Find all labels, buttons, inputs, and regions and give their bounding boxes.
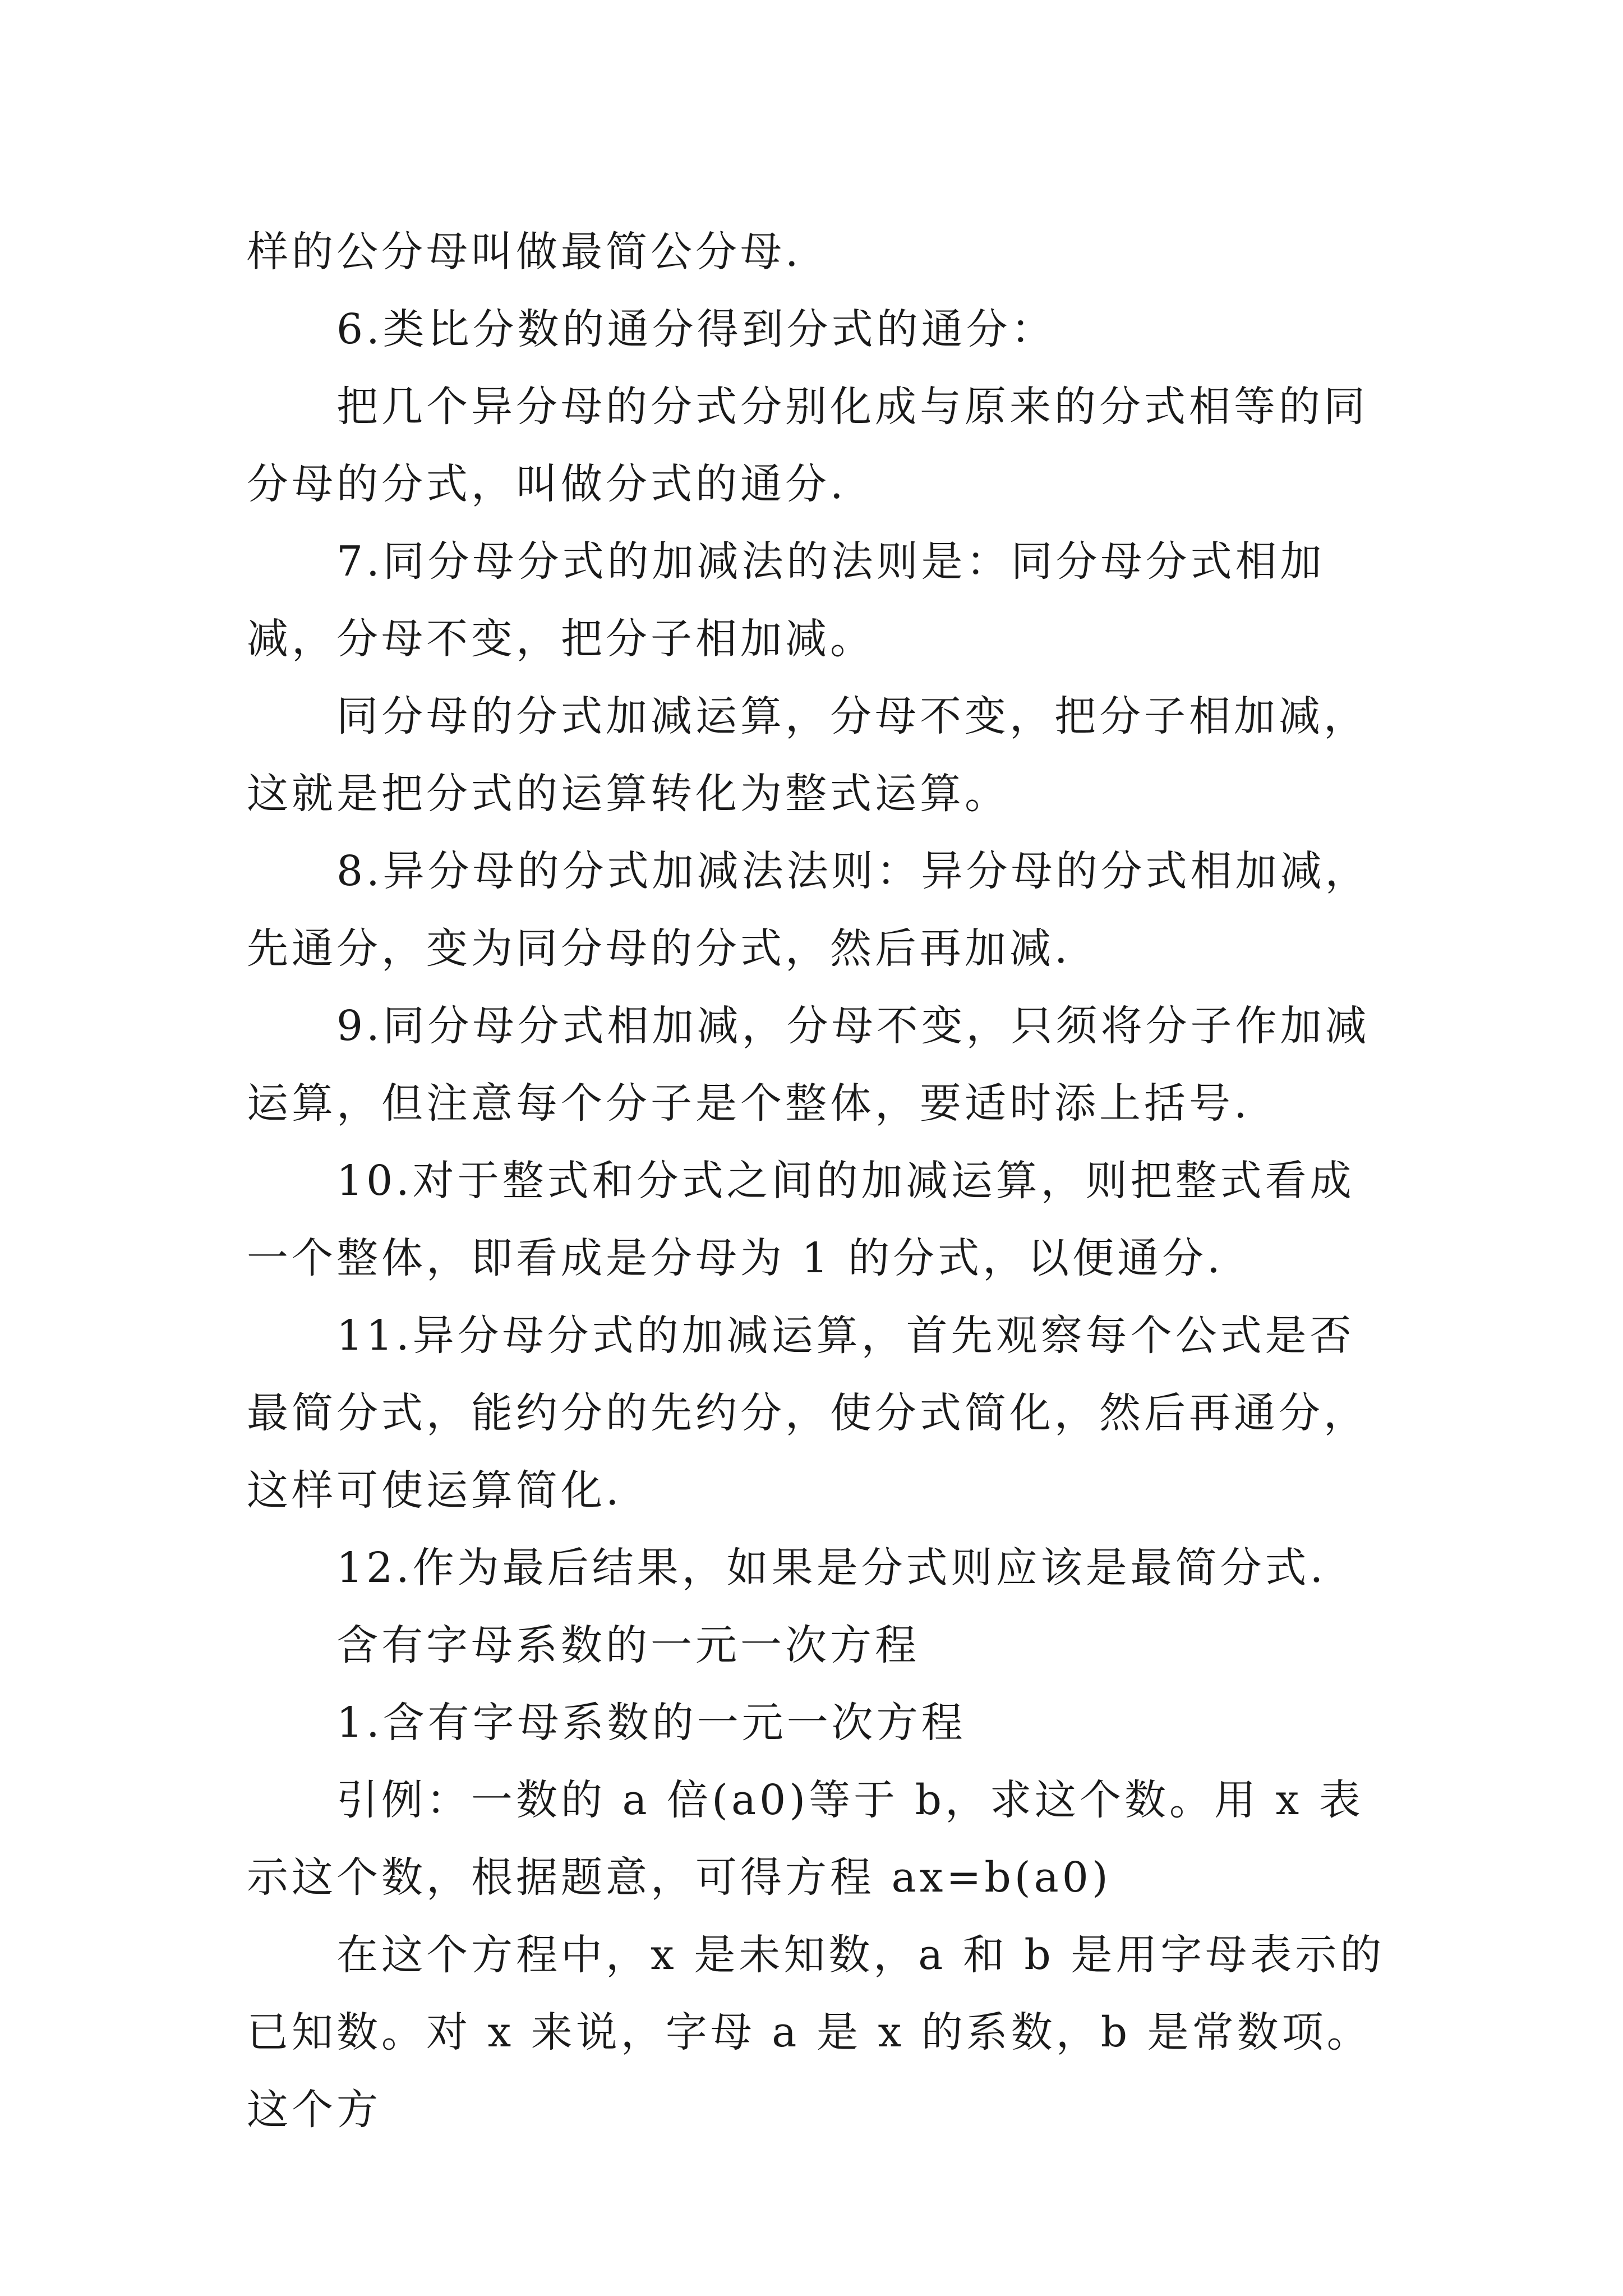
document-body bbox=[247, 213, 1391, 2148]
paragraph: 6.类比分数的通分得到分式的通分： bbox=[336, 305, 1056, 353]
section-heading: 含有字母系数的一元一次方程 bbox=[336, 1621, 920, 1669]
paragraph: 10.对于整式和分式之间的加减运算，则把整式看成一个整体，即看成是分母为 1 的分式，以便通分. bbox=[247, 1157, 1355, 1282]
paragraph: 在这个方程中，x 是未知数，a 和 b 是用字母表示的已知数。对 x 来说，字母 a 是 x 的系数，b 是常数项。这个方 bbox=[247, 1931, 1385, 2134]
subsection-heading: 1.含有字母系数的一元一次方程 bbox=[336, 1699, 966, 1747]
paragraph: 9.同分母分式相加减，分母不变，只须将分子作加减运算，但注意每个分子是个整体，要适时添上括号. bbox=[247, 1002, 1370, 1128]
paragraph: 把几个异分母的分式分别化成与原来的分式相等的同分母的分式，叫做分式的通分. bbox=[247, 383, 1368, 508]
paragraph: 12.作为最后结果，如果是分式则应该是最简分式. bbox=[336, 1544, 1327, 1592]
paragraph: 引例：一数的 a 倍(a0)等于 b，求这个数。用 x 表示这个数，根据题意，可得方程 ax=b(a0) bbox=[247, 1776, 1364, 1902]
paragraph: 同分母的分式加减运算，分母不变，把分子相加减，这就是把分式的运算转化为整式运算。 bbox=[247, 692, 1368, 818]
paragraph: 8.异分母的分式加减法法则：异分母的分式相加减，先通分，变为同分母的分式，然后再加减. bbox=[247, 847, 1370, 973]
paragraph: 7.同分母分式的加减法的法则是：同分母分式相加减，分母不变，把分子相加减。 bbox=[247, 537, 1325, 663]
paragraph: 样的公分母叫做最简公分母. bbox=[247, 228, 802, 276]
paragraph: 11.异分母分式的加减运算，首先观察每个公式是否最简分式，能约分的先约分，使分式简化，然后再通分，这样可使运算简化. bbox=[247, 1312, 1368, 1515]
